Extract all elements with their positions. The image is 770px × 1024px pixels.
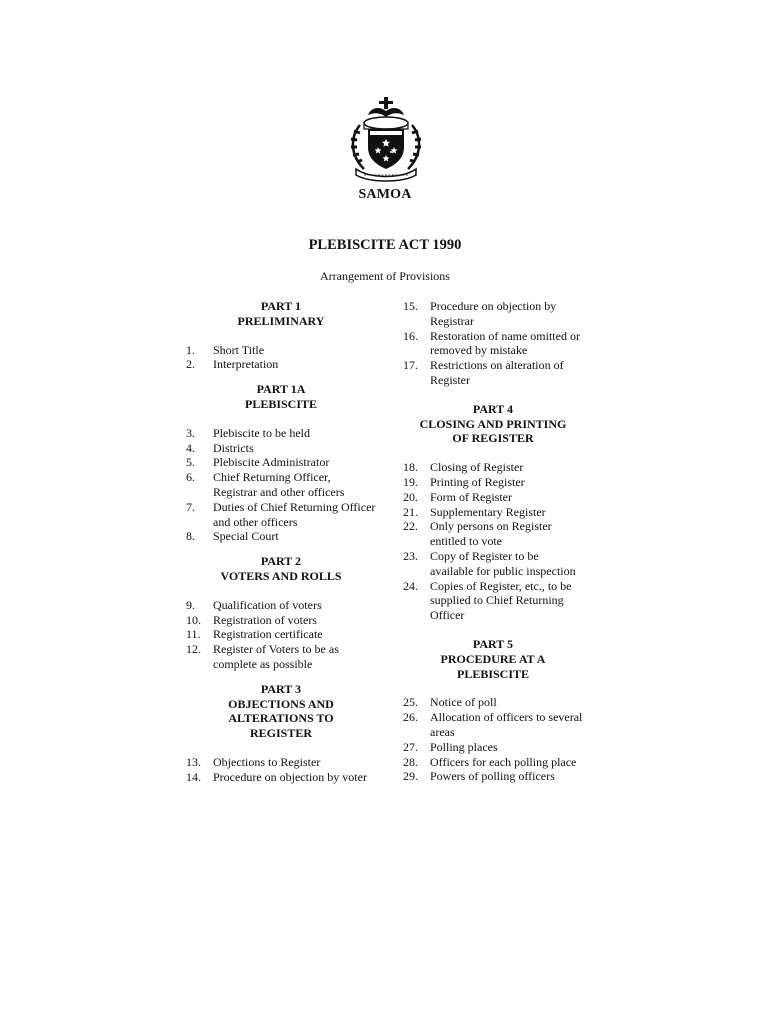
section-number: 24.: [403, 578, 418, 593]
section-number: 6.: [186, 470, 195, 485]
contents-item: [403, 475, 583, 490]
section-number: 26.: [403, 710, 418, 725]
section-title: Restoration of name omitted or removed by mistake: [430, 328, 580, 358]
section-title: Polling places: [430, 739, 498, 754]
contents-item: [403, 505, 583, 520]
section-title: Interpretation: [213, 357, 279, 372]
part-title: PLEBISCITE: [244, 396, 318, 411]
contents-left-column: [186, 299, 376, 785]
contents-item: [403, 299, 583, 329]
section-number: 11.: [186, 627, 201, 642]
section-number: 27.: [403, 739, 418, 754]
part-heading: [186, 382, 376, 412]
contents-item: [403, 358, 583, 388]
section-title: Copies of Register, etc., to be supplied to Chief Returning Officer: [430, 578, 572, 623]
contents-item: [403, 329, 583, 359]
section-number: 3.: [186, 425, 195, 440]
section-number: 7.: [186, 499, 195, 514]
section-number: 29.: [403, 769, 418, 784]
section-number: 4.: [186, 440, 195, 455]
part-title: VOTERS AND ROLLS: [220, 568, 342, 583]
section-title: Special Court: [213, 529, 279, 544]
part-heading: [403, 402, 583, 446]
section-title: Procedure on objection by voter: [213, 769, 367, 784]
section-title: Registration of voters: [213, 612, 317, 627]
section-title: Duties of Chief Returning Officer and other officers: [213, 499, 376, 529]
part-number: PART 1: [260, 299, 302, 313]
contents-item: [186, 357, 376, 372]
section-number: 20.: [403, 489, 418, 504]
part-title: ALTERATIONS TO: [228, 711, 334, 726]
contents-item: [403, 769, 583, 784]
section-title: Officers for each polling place: [430, 754, 577, 769]
contents-item: [186, 613, 376, 628]
contents-item: [186, 642, 376, 672]
part-number: PART 1A: [256, 382, 306, 397]
section-title: Plebiscite to be held: [213, 425, 310, 440]
section-number: 8.: [186, 529, 195, 544]
contents-item: [186, 455, 376, 470]
part-heading: [186, 554, 376, 584]
part-title: PROCEDURE AT A: [440, 651, 546, 666]
contents-item: [403, 460, 583, 475]
part-number: PART 3: [260, 681, 302, 696]
section-title: Registration certificate: [213, 627, 323, 642]
section-number: 23.: [403, 548, 418, 563]
part-number: PART 4: [472, 401, 514, 416]
section-number: 18.: [403, 460, 418, 475]
contents-item: [186, 598, 376, 613]
act-title: PLEBISCITE ACT 1990: [308, 237, 462, 253]
contents-item: [403, 490, 583, 505]
section-title: Allocation of officers to several areas: [430, 710, 583, 739]
section-number: 14.: [186, 769, 201, 784]
contents-item: [186, 627, 376, 642]
country-heading: SAMOA: [358, 187, 412, 202]
section-title: Qualification of voters: [213, 597, 322, 612]
section-number: 5.: [186, 455, 195, 470]
section-number: 10.: [186, 612, 201, 627]
contents-item: [186, 470, 376, 500]
contents-item: [403, 579, 583, 623]
contents-item: [403, 549, 583, 579]
section-number: 25.: [403, 695, 418, 710]
section-number: 15.: [403, 299, 418, 313]
section-title: Short Title: [213, 342, 265, 357]
section-number: 16.: [403, 328, 418, 343]
contents-right-column: [403, 299, 583, 784]
part-title: OBJECTIONS AND: [228, 696, 334, 711]
contents-item: [186, 529, 376, 544]
part-heading: [403, 637, 583, 681]
contents-item: [403, 755, 583, 770]
section-title: Closing of Register: [430, 460, 524, 475]
contents-item: [186, 770, 376, 785]
section-title: Printing of Register: [430, 474, 525, 489]
section-title: Only persons on Register entitled to vote: [430, 519, 552, 549]
section-title: Notice of poll: [430, 695, 497, 710]
section-title: Powers of polling officers: [430, 769, 555, 784]
contents-item: [186, 343, 376, 358]
contents-item: [403, 519, 583, 549]
section-number: 1.: [186, 342, 195, 357]
part-title: PLEBISCITE: [456, 666, 530, 681]
section-title: Copy of Register to be available for public inspection: [430, 548, 576, 578]
section-number: 22.: [403, 519, 418, 534]
contents-item: [403, 710, 583, 740]
section-number: 28.: [403, 754, 418, 769]
part-heading: [186, 299, 376, 329]
section-title: Form of Register: [430, 489, 512, 504]
contents-item: [186, 441, 376, 456]
part-title: OF REGISTER: [452, 431, 534, 446]
contents-item: [186, 426, 376, 441]
part-title: REGISTER: [249, 726, 313, 741]
section-title: Register of Voters to be as complete as possible: [213, 642, 339, 671]
samoa-coat-of-arms-icon: [340, 95, 432, 183]
part-heading: [186, 682, 376, 741]
contents-item: [186, 755, 376, 770]
section-title: Plebiscite Administrator: [213, 455, 330, 470]
section-title: Districts: [213, 440, 254, 455]
contents-item: [403, 740, 583, 755]
section-number: 21.: [403, 504, 418, 519]
section-title: Chief Returning Officer, Registrar and other officers: [213, 470, 345, 499]
section-number: 9.: [186, 597, 195, 612]
part-title: CLOSING AND PRINTING: [419, 416, 567, 431]
section-title: Supplementary Register: [430, 504, 546, 519]
section-title: Restrictions on alteration of Register: [430, 358, 564, 387]
contents-item: [186, 500, 376, 530]
part-title: PRELIMINARY: [237, 313, 325, 328]
arrangement-subtitle: Arrangement of Provisions: [320, 269, 450, 283]
section-number: 12.: [186, 642, 201, 657]
section-number: 2.: [186, 357, 195, 372]
contents-item: [403, 695, 583, 710]
section-number: 13.: [186, 754, 201, 769]
part-number: PART 2: [260, 554, 302, 569]
section-number: 19.: [403, 474, 418, 489]
part-number: PART 5: [472, 636, 514, 651]
section-number: 17.: [403, 358, 418, 373]
section-title: Objections to Register: [213, 754, 321, 769]
section-title: Procedure on objection by Registrar: [430, 299, 557, 328]
